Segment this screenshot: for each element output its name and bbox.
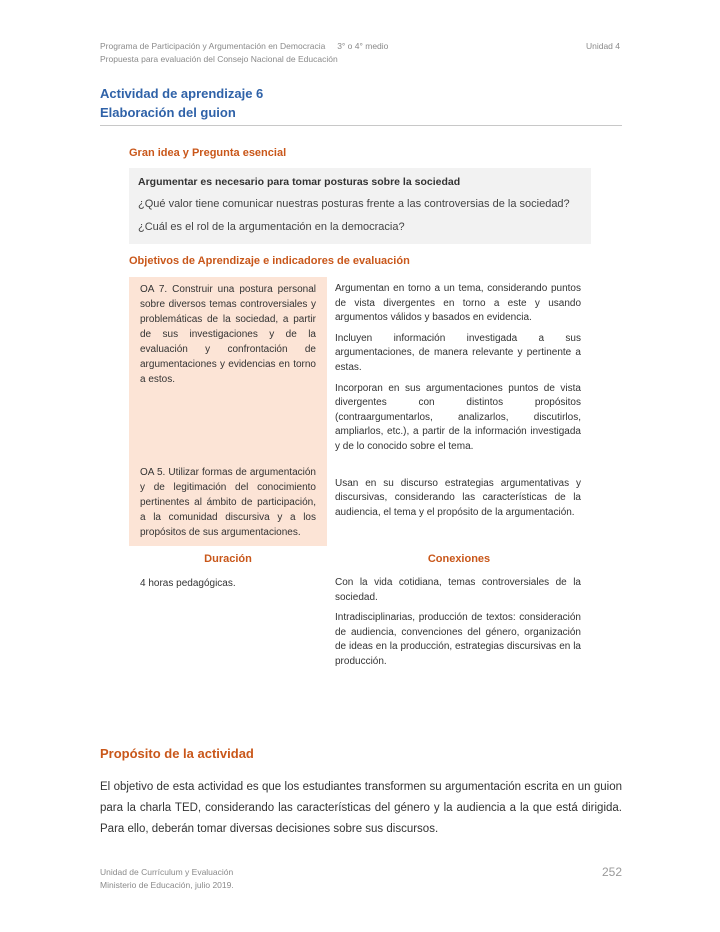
objectives-column xyxy=(129,277,327,546)
activity-title-line2: Elaboración del guion xyxy=(100,105,236,120)
big-idea-heading: Gran idea y Pregunta esencial xyxy=(129,147,287,159)
connections-list xyxy=(327,576,591,676)
indicator-1: Argumentan en torno a un tema, considerando puntos de vista divergentes en torno a este y usando argumentos válidos y basados en evidencia. xyxy=(335,283,581,324)
big-idea-statement: Argumentar es necesario para tomar posturas sobre la sociedad xyxy=(138,176,461,188)
big-idea-box xyxy=(129,168,591,244)
objectives-table xyxy=(129,277,591,546)
connection-item-1: Con la vida cotidiana, temas controversiales de la sociedad. xyxy=(335,577,581,603)
activity-title xyxy=(100,84,622,126)
activity-title-line1: Actividad de aprendizaje 6 xyxy=(100,86,264,101)
objective-oa5: OA 5. Utilizar formas de argumentación y de legitimación del conocimiento pertinentes al ámbito de participación, a la comunidad discursiva y a los propósitos de sus argumentaciones. xyxy=(140,467,316,538)
page-header xyxy=(100,40,620,66)
header-subtitle: Propuesta para evaluación del Consejo Nacional de Educación xyxy=(100,54,338,64)
duration-connections-header xyxy=(129,552,591,566)
header-program: Programa de Participación y Argumentación en Democracia 3° o 4° medio xyxy=(100,41,389,51)
purpose-text: El objetivo de esta actividad es que los estudiantes transformen su argumentación escrita en un guion para la charla TED, considerando las características del género y la audiencia a la que está dirigida. Para ello, deberán tomar diversas decisiones sobre sus discursos. xyxy=(100,781,622,835)
essential-question-1: ¿Qué valor tiene comunicar nuestras posturas frente a las controversias de la sociedad? xyxy=(138,198,570,210)
header-level: 3° o 4° medio xyxy=(337,41,389,51)
header-unit: Unidad 4 xyxy=(585,41,620,51)
page-number: 252 xyxy=(601,865,622,879)
indicator-3: Incorporan en sus argumentaciones puntos de vista divergentes con distintos propósitos (contraargumentarlos, analizarlos, discutirlos, ampliarlos, etc.), a partir de la información investigada y de lo conocido sobre el tema. xyxy=(335,382,581,452)
indicators-column xyxy=(327,277,591,546)
essential-question-2: ¿Cuál es el rol de la argumentación en la democracia? xyxy=(138,221,405,233)
activity-table xyxy=(129,146,591,676)
objectives-heading: Objetivos de Aprendizaje e indicadores de evaluación xyxy=(129,255,410,267)
objective-oa7: OA 7. Construir una postura personal sobre diversos temas controversiales y problemáticas de la sociedad, a partir de sus investigaciones y de la evaluación y confrontación de argumentaciones y evidencias en torno a estos. xyxy=(140,284,316,385)
connections-heading: Conexiones xyxy=(427,553,491,565)
duration-value: 4 horas pedagógicas. xyxy=(140,578,236,589)
indicator-2: Incluyen información investigada a sus argumentaciones, de manera relevante y pertinente a estas. xyxy=(335,332,581,373)
purpose-heading: Propósito de la actividad xyxy=(100,746,254,761)
page-footer xyxy=(100,866,622,892)
indicator-4: Usan en su discurso estrategias argumentativas y discursivas, considerando las características de la audiencia, el tema y el propósito de la argumentación. xyxy=(335,477,581,518)
footer-line1: Unidad de Currículum y Evaluación xyxy=(100,867,234,877)
duration-heading: Duración xyxy=(204,553,252,565)
footer-line2: Ministerio de Educación, julio 2019. xyxy=(100,880,234,890)
duration-connections-body xyxy=(129,576,591,676)
connection-item-2: Intradisciplinarias, producción de textos: consideración de audiencia, convenciones del género, organización de ideas en la producción, estrategias discursivas en la producción. xyxy=(335,612,581,667)
